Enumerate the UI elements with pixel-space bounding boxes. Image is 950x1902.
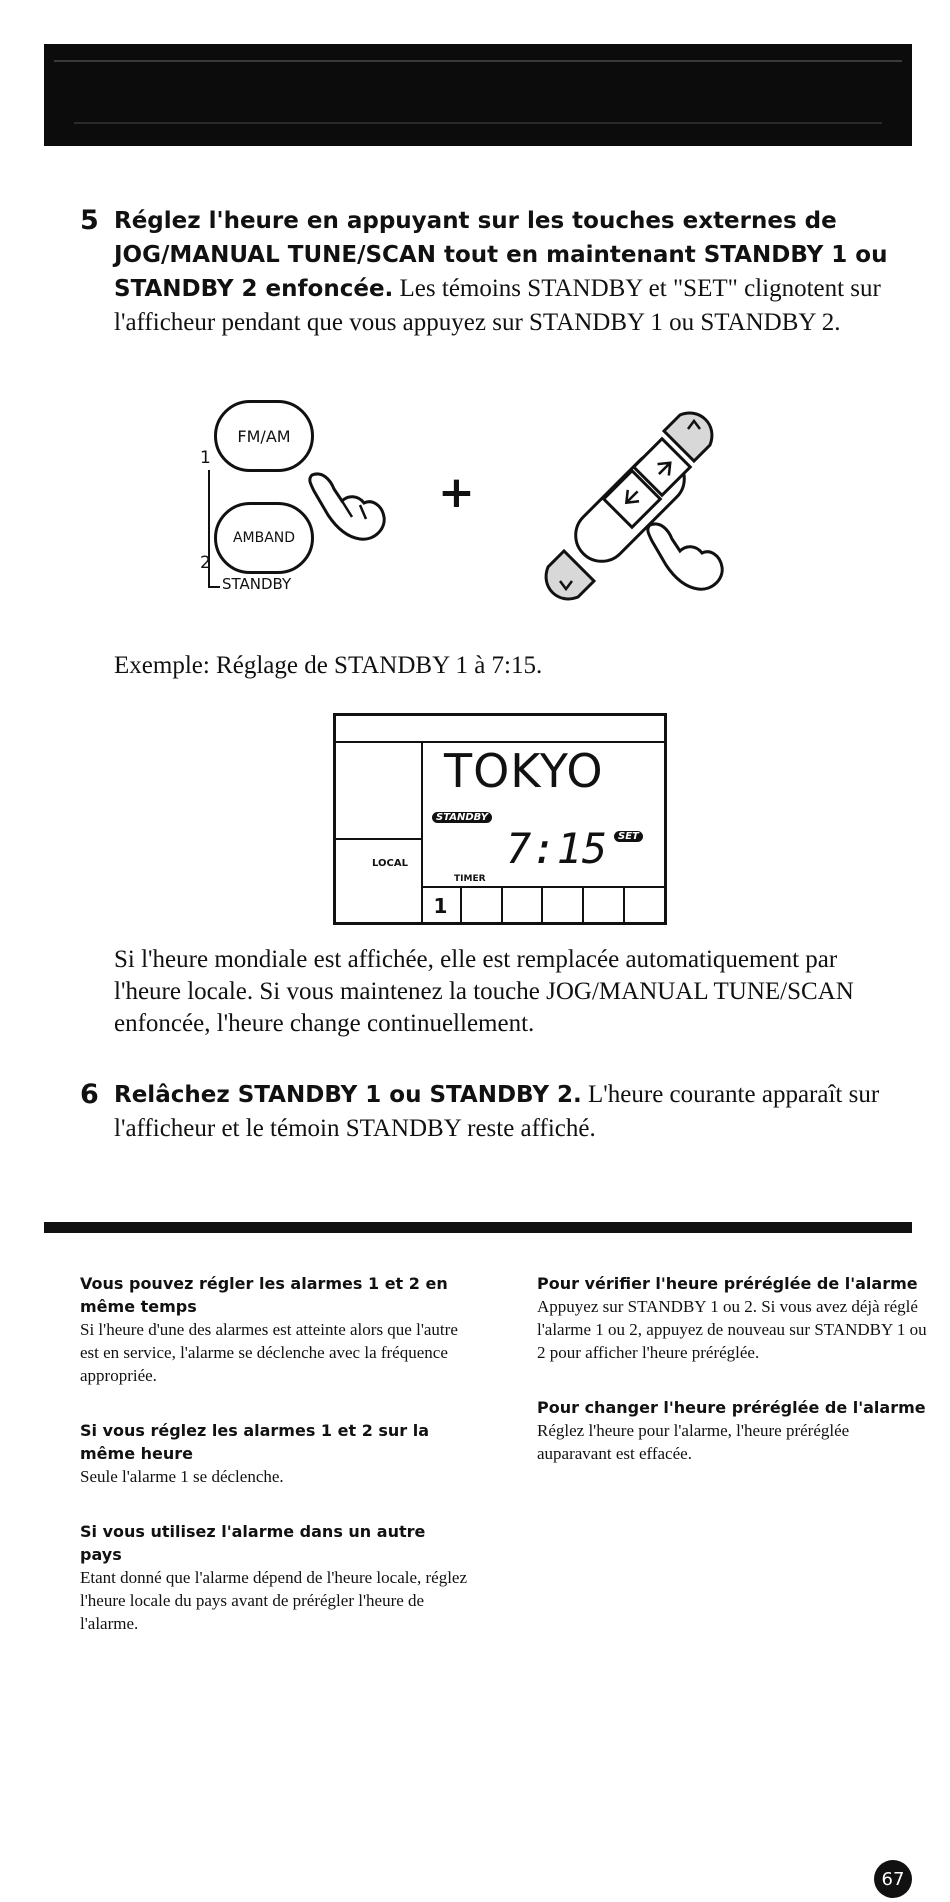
timer-slot: [543, 888, 584, 924]
timer-slot: [625, 888, 664, 924]
note-title: Si vous réglez les alarmes 1 et 2 sur la même heure: [80, 1421, 430, 1463]
note-title: Pour vérifier l'heure préréglée de l'alarme: [537, 1274, 918, 1293]
amband-button: AMBAND: [214, 502, 314, 574]
note-title: Pour changer l'heure préréglée de l'alarme: [537, 1398, 926, 1417]
plus-sign: +: [438, 467, 475, 518]
step-5-instruction: Réglez l'heure en appuyant sur les touches externes de JOG/MANUAL TUNE/SCAN tout en maintenant STANDBY 1 ou STANDBY 2 enfoncée.: [114, 208, 888, 302]
standby-indicator: STANDBY: [432, 812, 492, 823]
timer-label: TIMER: [454, 874, 486, 884]
fm-am-button: FM/AM: [214, 400, 314, 472]
label-2: 2: [200, 553, 211, 573]
timer-slot-1-label: 1: [433, 894, 448, 918]
lcd-top-line: [336, 741, 664, 743]
example-caption: Exemple: Réglage de STANDBY 1 à 7:15.: [114, 652, 543, 679]
time-display: 7:15: [506, 824, 608, 873]
step-5-detail: Les témoins STANDBY et "SET" clignotent sur l'afficheur pendant que vous appuyez sur STANDBY 1 ou STANDBY 2.: [114, 275, 881, 336]
city-name: TOKYO: [444, 744, 604, 798]
lcd-left-panel: [336, 838, 423, 924]
note-body: Si l'heure d'une des alarmes est atteinte alors que l'autre est en service, l'alarme se déclenche avec la fréquence appropriée.: [80, 1320, 458, 1385]
step-6-instruction: Relâchez STANDBY 1 ou STANDBY 2.: [114, 1082, 582, 1108]
notes-right-column: [537, 1272, 927, 1497]
step-5-text: [114, 204, 914, 339]
timer-slot: [584, 888, 625, 924]
note-body: Etant donné que l'alarme dépend de l'heure locale, réglez l'heure locale du pays avant de prérégler l'heure de l'alarme.: [80, 1568, 468, 1633]
standby-label: STANDBY: [222, 575, 292, 593]
hand-press-left-icon: [302, 465, 392, 545]
section-divider: [44, 1222, 912, 1233]
timer-slot-1: [421, 888, 462, 924]
world-time-note: Si l'heure mondiale est affichée, elle est remplacée automatiquement par l'heure locale. Si vous maintenez la touche JOG/MANUAL TUNE/SCAN enfoncée, l'heure change continuellement.: [114, 946, 854, 1037]
timer-slot: [503, 888, 544, 924]
local-label: LOCAL: [372, 858, 408, 869]
label-1: 1: [200, 448, 211, 468]
note-body: Seule l'alarme 1 se déclenche.: [80, 1467, 284, 1486]
step-number-5: 5: [80, 205, 99, 236]
note-body: Réglez l'heure pour l'alarme, l'heure préréglée auparavant est effacée.: [537, 1421, 850, 1463]
set-indicator: SET: [614, 831, 643, 842]
header-bar: [44, 44, 912, 146]
timer-slot: [462, 888, 503, 924]
page-number: 67: [874, 1860, 912, 1898]
note-title: Si vous utilisez l'alarme dans un autre pays: [80, 1522, 426, 1564]
lcd-display: [333, 713, 667, 925]
step-6-detail: L'heure courante apparaît sur l'afficheur et le témoin STANDBY reste affiché.: [114, 1081, 880, 1142]
step-number-6: 6: [80, 1079, 99, 1110]
timer-slots: [421, 886, 664, 924]
jog-manual-tune-scan-keys-icon: [530, 395, 730, 620]
standby-bracket: [208, 470, 220, 588]
note-title: Vous pouvez régler les alarmes 1 et 2 en même temps: [80, 1274, 448, 1316]
note-body: Appuyez sur STANDBY 1 ou 2. Si vous avez déjà réglé l'alarme 1 ou 2, appuyez de nouveau sur STANDBY 1 ou 2 pour afficher l'heure préréglée.: [537, 1297, 927, 1362]
step-6-text: [114, 1078, 904, 1145]
notes-left-column: [80, 1272, 470, 1667]
lcd-main-panel: [421, 741, 423, 841]
